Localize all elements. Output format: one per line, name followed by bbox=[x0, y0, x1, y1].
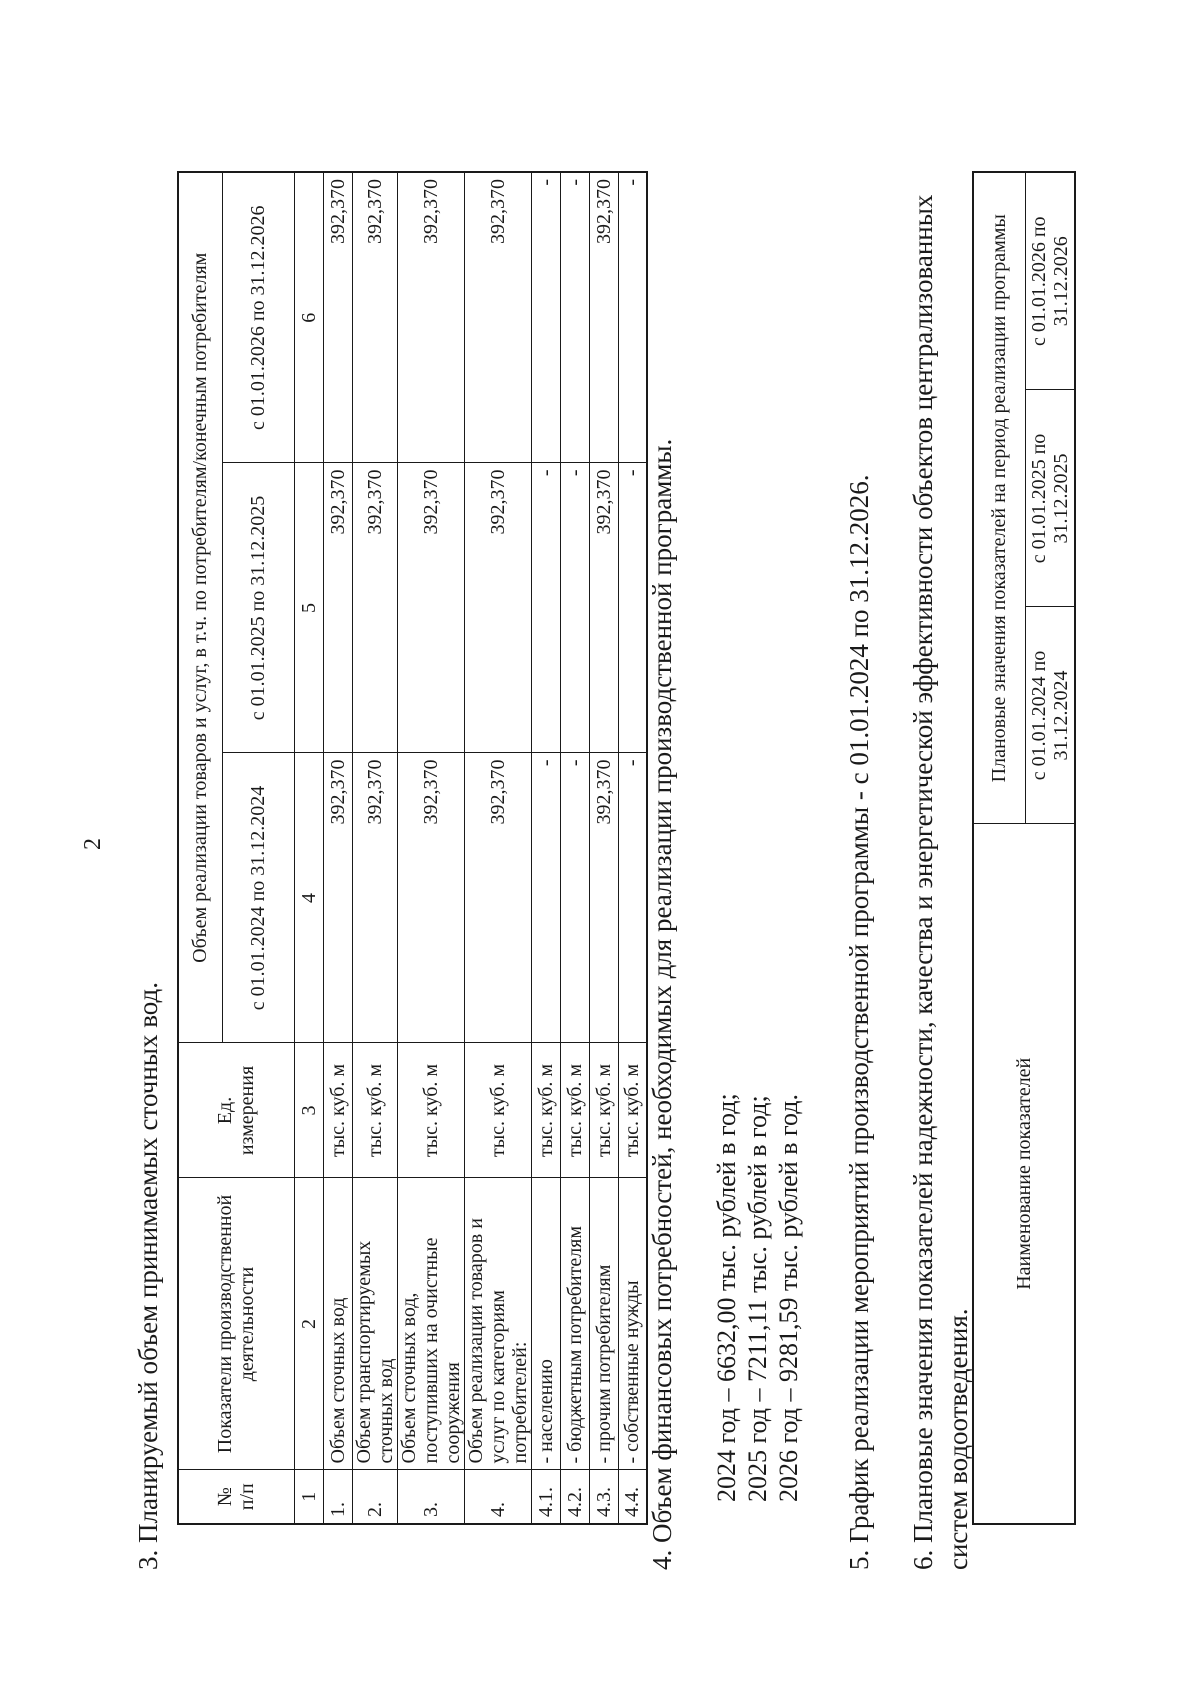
row-value-2024: - bbox=[531, 753, 560, 1043]
col-number: 2 bbox=[294, 1178, 323, 1470]
row-value-2025: - bbox=[560, 463, 589, 753]
row-num: 1. bbox=[323, 1470, 352, 1524]
row-name: Объем сточных вод, поступивших на очистные сооружения bbox=[397, 1178, 464, 1470]
table-row bbox=[397, 172, 464, 1524]
row-num: 4.3. bbox=[589, 1470, 618, 1524]
wastewater-volume-table bbox=[177, 171, 648, 1525]
row-value-2024: - bbox=[560, 753, 589, 1043]
row-unit: тыс. куб. м bbox=[464, 1043, 531, 1178]
header-period-2025: с 01.01.2025 по 31.12.2025 bbox=[222, 463, 294, 753]
row-num: 3. bbox=[397, 1470, 464, 1524]
table-row bbox=[589, 172, 618, 1524]
header-indicator: Показатели производственной деятельности bbox=[178, 1178, 294, 1470]
row-value-2026: 392,370 bbox=[589, 172, 618, 463]
header-period-2024: с 01.01.2024 по 31.12.2024 bbox=[1025, 607, 1075, 824]
table-row bbox=[531, 172, 560, 1524]
finance-line-2026: 2026 год – 9281,59 тыс. рублей в год. bbox=[774, 1094, 803, 1502]
row-value-2024: 392,370 bbox=[397, 753, 464, 1043]
row-unit: тыс. куб. м bbox=[323, 1043, 352, 1178]
section6-title-line1: 6. Плановые значения показателей надежности, качества и энергетической эффективности объектов централизованных bbox=[908, 194, 938, 1570]
row-unit: тыс. куб. м bbox=[560, 1043, 589, 1178]
row-unit: тыс. куб. м bbox=[397, 1043, 464, 1178]
col-number: 3 bbox=[294, 1043, 323, 1178]
row-name: - населению bbox=[531, 1178, 560, 1470]
col-number: 1 bbox=[294, 1470, 323, 1524]
row-value-2026: - bbox=[618, 172, 647, 463]
row-unit: тыс. куб. м bbox=[352, 1043, 397, 1178]
row-value-2026: 392,370 bbox=[352, 172, 397, 463]
col-number: 5 bbox=[294, 463, 323, 753]
row-value-2026: 392,370 bbox=[464, 172, 531, 463]
row-num: 4.4. bbox=[618, 1470, 647, 1524]
row-name: Объем транспортируемых сточных вод bbox=[352, 1178, 397, 1470]
finance-line-2025: 2025 год – 7211,11 тыс. рублей в год; bbox=[743, 1095, 772, 1502]
row-value-2025: 392,370 bbox=[323, 463, 352, 753]
row-num: 4.2. bbox=[560, 1470, 589, 1524]
row-name: - собственные нужды bbox=[618, 1178, 647, 1470]
table-row bbox=[323, 172, 352, 1524]
row-value-2024: 392,370 bbox=[352, 753, 397, 1043]
row-value-2024: 392,370 bbox=[589, 753, 618, 1043]
col-number: 6 bbox=[294, 172, 323, 463]
row-name: Объем сточных вод bbox=[323, 1178, 352, 1470]
indicators-table bbox=[972, 171, 1076, 1525]
row-num: 4.1. bbox=[531, 1470, 560, 1524]
header-period-2024: с 01.01.2024 по 31.12.2024 bbox=[222, 753, 294, 1043]
row-value-2024: - bbox=[618, 753, 647, 1043]
section5-title: 5. График реализации мероприятий производственной программы - с 01.01.2024 по 31.12.2026. bbox=[844, 474, 874, 1570]
finance-line-2024: 2024 год – 6632,00 тыс. рублей в год; bbox=[712, 1093, 741, 1502]
row-unit: тыс. куб. м bbox=[531, 1043, 560, 1178]
header-period-2025: с 01.01.2025 по 31.12.2025 bbox=[1025, 390, 1075, 607]
section6-title-line2: систем водоотведения. bbox=[943, 1308, 973, 1570]
table-row bbox=[618, 172, 647, 1524]
header-indicator-name: Наименование показателей bbox=[973, 824, 1075, 1524]
row-value-2026: - bbox=[531, 172, 560, 463]
header-unit: Ед. измерения bbox=[178, 1043, 294, 1178]
section3-title: 3. Планируемый объем принимаемых сточных вод. bbox=[133, 982, 163, 1570]
column-number-row bbox=[294, 172, 323, 1524]
col-number: 4 bbox=[294, 753, 323, 1043]
header-num: № п/п bbox=[178, 1470, 294, 1524]
row-value-2026: - bbox=[560, 172, 589, 463]
row-num: 2. bbox=[352, 1470, 397, 1524]
row-num: 4. bbox=[464, 1470, 531, 1524]
row-value-2026: 392,370 bbox=[397, 172, 464, 463]
row-value-2025: 392,370 bbox=[352, 463, 397, 753]
row-name: - бюджетным потребителям bbox=[560, 1178, 589, 1470]
row-value-2025: 392,370 bbox=[589, 463, 618, 753]
section4-title: 4. Объем финансовых потребностей, необходимых для реализации производственной программы. bbox=[647, 438, 677, 1570]
row-name: Объем реализации товаров и услуг по категориям потребителей: bbox=[464, 1178, 531, 1470]
row-value-2024: 392,370 bbox=[464, 753, 531, 1043]
header-period-2026: с 01.01.2026 по 31.12.2026 bbox=[222, 172, 294, 463]
row-value-2024: 392,370 bbox=[323, 753, 352, 1043]
row-unit: тыс. куб. м bbox=[589, 1043, 618, 1178]
header-period-2026: с 01.01.2026 по 31.12.2026 bbox=[1025, 172, 1075, 390]
page-number: 2 bbox=[80, 838, 106, 850]
header-planned-values: Плановые значения показателей на период реализации программы bbox=[973, 172, 1025, 824]
row-name: - прочим потребителям bbox=[589, 1178, 618, 1470]
row-value-2025: - bbox=[618, 463, 647, 753]
row-value-2026: 392,370 bbox=[323, 172, 352, 463]
row-unit: тыс. куб. м bbox=[618, 1043, 647, 1178]
header-volume: Объем реализации товаров и услуг, в т.ч. по потребителям/конечным потребителям bbox=[178, 172, 222, 1043]
table-row bbox=[464, 172, 531, 1524]
table-row bbox=[560, 172, 589, 1524]
row-value-2025: 392,370 bbox=[397, 463, 464, 753]
row-value-2025: - bbox=[531, 463, 560, 753]
table-row bbox=[352, 172, 397, 1524]
row-value-2025: 392,370 bbox=[464, 463, 531, 753]
